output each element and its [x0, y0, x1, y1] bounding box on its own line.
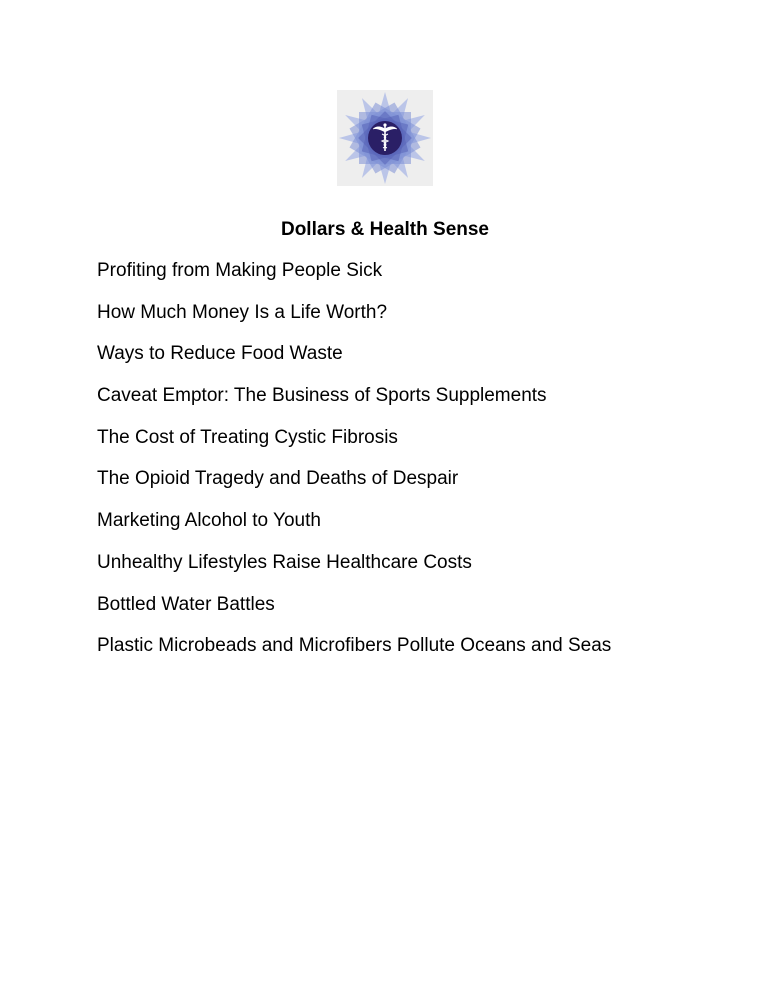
list-item: Unhealthy Lifestyles Raise Healthcare Costs	[97, 551, 472, 573]
page-title: Dollars & Health Sense	[280, 219, 490, 240]
list-item: Marketing Alcohol to Youth	[97, 510, 321, 532]
list-item: The Opioid Tragedy and Deaths of Despair	[97, 468, 459, 490]
list-item: Profiting from Making People Sick	[97, 260, 383, 281]
list-item: Bottled Water Battles	[97, 593, 275, 615]
list-item: Plastic Microbeads and Microfibers Pollute Oceans and Seas	[97, 635, 612, 657]
list-item: The Cost of Treating Cystic Fibrosis	[97, 426, 398, 448]
list-item: How Much Money Is a Life Worth?	[97, 301, 388, 323]
list-item: Ways to Reduce Food Waste	[97, 343, 343, 365]
caduceus-logo-icon	[337, 90, 433, 186]
list-item: Caveat Emptor: The Business of Sports Supplements	[97, 385, 547, 407]
topic-list	[97, 259, 611, 676]
